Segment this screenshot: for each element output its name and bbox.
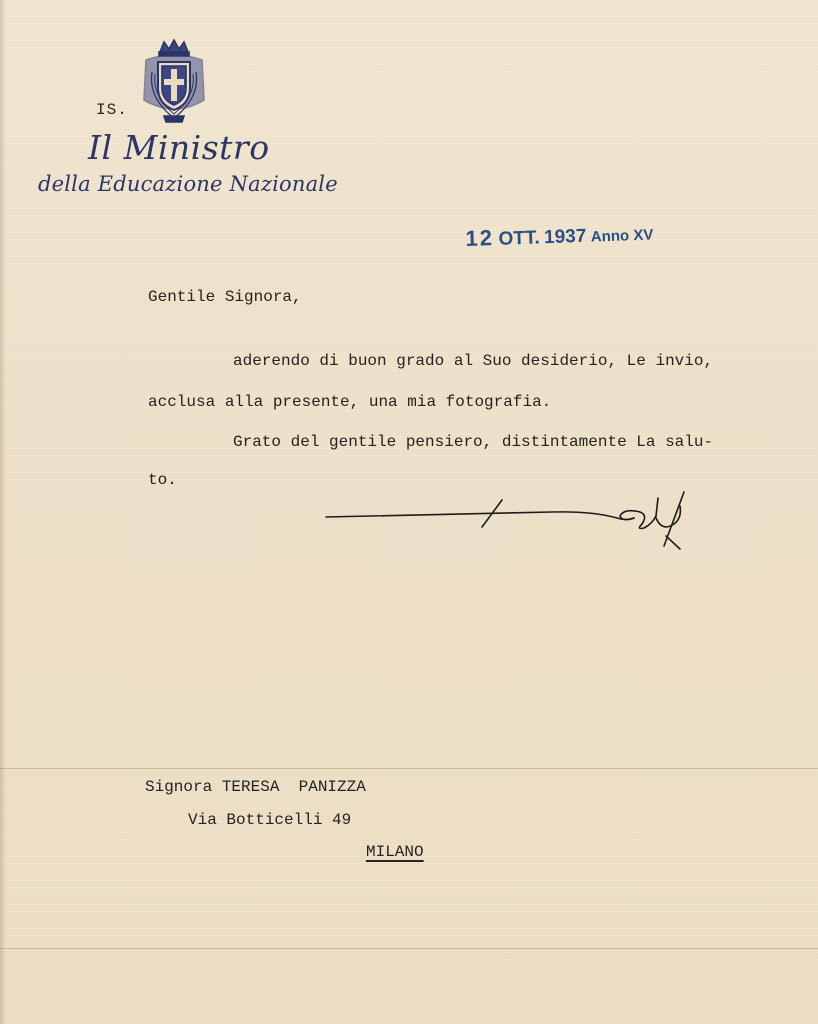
stamp-day: 12 bbox=[465, 225, 495, 252]
handwritten-signature bbox=[322, 488, 702, 554]
recipient-city: MILANO bbox=[366, 843, 424, 861]
fold-line bbox=[0, 768, 818, 769]
royal-coat-of-arms-icon bbox=[138, 38, 210, 124]
letterhead-subtitle: della Educazione Nazionale bbox=[38, 172, 338, 196]
recipient-street: Via Botticelli 49 bbox=[188, 811, 352, 829]
protocol-mark: IS. bbox=[96, 101, 128, 119]
date-stamp bbox=[465, 219, 654, 252]
fold-line bbox=[0, 948, 818, 949]
salutation: Gentile Signora, bbox=[148, 288, 302, 306]
paper-edge-shadow bbox=[0, 0, 6, 1024]
body-line: acclusa alla presente, una mia fotografia. bbox=[148, 393, 552, 411]
recipient-name: Signora TERESA PANIZZA bbox=[145, 778, 366, 796]
body-line: aderendo di buon grado al Suo desiderio, Le invio, bbox=[233, 352, 714, 370]
stamp-year: 1937 bbox=[543, 225, 587, 249]
stamp-month: OTT. bbox=[498, 227, 541, 250]
stamp-era: Anno XV bbox=[590, 226, 654, 246]
letterhead-title: Il Ministro bbox=[88, 128, 270, 167]
body-line: Grato del gentile pensiero, distintamente La salu- bbox=[233, 433, 714, 451]
body-line: to. bbox=[148, 471, 177, 489]
